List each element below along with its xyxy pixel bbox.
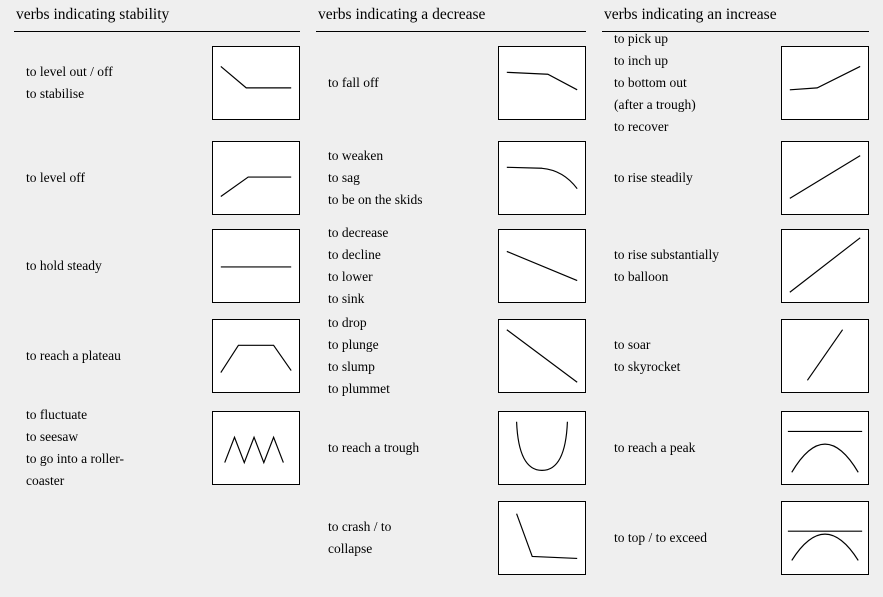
table-row: [316, 222, 586, 310]
verb-item: to recover: [614, 118, 669, 134]
verb-item: to skyrocket: [614, 359, 681, 374]
flat-line-chart: [212, 229, 300, 303]
strong-upward-slope-chart: [781, 229, 869, 303]
column-decrease: [300, 0, 586, 597]
verb-list: [14, 404, 212, 492]
verb-list: [602, 244, 781, 288]
table-row: [316, 133, 586, 222]
column-increase: [586, 0, 869, 597]
verb-item: to sink: [328, 291, 365, 306]
decline-then-flat-chart: [212, 46, 300, 120]
verb-list: [602, 334, 781, 378]
table-row: [316, 494, 586, 582]
flat-then-rise-chart: [781, 46, 869, 120]
flat-then-curve-down-chart: [498, 141, 586, 215]
verb-item: to hold steady: [26, 258, 102, 273]
table-row: [602, 32, 869, 133]
verb-item: to lower: [328, 269, 373, 284]
verb-item: to soar: [614, 337, 651, 352]
verb-item: to reach a peak: [614, 440, 696, 455]
vertical-crash-chart: [498, 501, 586, 575]
table-row: [602, 402, 869, 494]
zigzag-fluctuation-chart: [212, 411, 300, 485]
peak-exceeding-line-chart: [781, 501, 869, 575]
verb-item: to reach a plateau: [26, 348, 121, 363]
verb-item: to fall off: [328, 74, 379, 90]
verb-item: to level out / off: [26, 63, 113, 79]
rows-stability: [14, 32, 300, 494]
column-stability: [14, 0, 300, 597]
verb-item: coaster: [26, 473, 65, 488]
verb-list: [316, 516, 498, 560]
verb-item: to top / to exceed: [614, 530, 707, 545]
rows-increase: [602, 32, 869, 582]
verb-item: to slump: [328, 359, 375, 374]
rise-then-flat-chart: [212, 141, 300, 215]
rise-plateau-fall-chart: [212, 319, 300, 393]
verb-list: [316, 72, 498, 94]
table-row: [14, 310, 300, 402]
table-row: [14, 222, 300, 310]
verb-item: to balloon: [614, 269, 669, 284]
table-row: [14, 32, 300, 133]
verb-item: to plummet: [328, 381, 390, 396]
table-row: [316, 402, 586, 494]
verb-item: to decline: [328, 247, 381, 262]
verb-item: to rise substantially: [614, 247, 719, 262]
u-shaped-trough-chart: [498, 411, 586, 485]
gentle-downward-slope-chart: [498, 229, 586, 303]
verb-list: [602, 527, 781, 549]
verb-list: [14, 167, 212, 189]
verb-item: to sag: [328, 169, 360, 185]
column-header-decrease: verbs indicating a decrease: [316, 0, 586, 32]
verb-item: to inch up: [614, 52, 668, 68]
verb-item: to stabilise: [26, 85, 85, 101]
peak-curve-chart: [781, 411, 869, 485]
verb-item: to level off: [26, 169, 85, 185]
steady-upward-slope-chart: [781, 141, 869, 215]
verb-item: to seesaw: [26, 429, 79, 444]
verb-list: [316, 145, 498, 211]
table-row: [14, 133, 300, 222]
verb-list: [14, 345, 212, 367]
verb-list: [316, 222, 498, 310]
verb-list: [14, 61, 212, 105]
verb-item: to rise steadily: [614, 169, 693, 185]
verb-list: [602, 167, 781, 189]
verb-list: [602, 28, 781, 138]
flat-then-slight-fall-chart: [498, 46, 586, 120]
table-row: [316, 32, 586, 133]
verb-item: (after a trough): [614, 96, 696, 112]
verb-item: to crash / to: [328, 519, 392, 534]
verb-item: to decrease: [328, 225, 389, 240]
verb-item: to reach a trough: [328, 440, 420, 455]
table-row: [14, 402, 300, 494]
column-header-stability: verbs indicating stability: [14, 0, 300, 32]
table-row: [602, 494, 869, 582]
verb-list: [602, 437, 781, 459]
verb-list: [316, 312, 498, 400]
steep-upward-slope-chart: [781, 319, 869, 393]
verb-list: [14, 255, 212, 277]
column-header-increase: verbs indicating an increase: [602, 0, 869, 32]
verb-item: to fluctuate: [26, 407, 88, 422]
verb-item: to go into a roller-: [26, 451, 124, 466]
table-row: [602, 222, 869, 310]
verb-item: to weaken: [328, 147, 384, 163]
verb-item: to bottom out: [614, 74, 687, 90]
verb-item: collapse: [328, 541, 373, 556]
verb-item: to be on the skids: [328, 191, 423, 207]
rows-decrease: [316, 32, 586, 582]
verb-item: to plunge: [328, 337, 379, 352]
steep-downward-slope-chart: [498, 319, 586, 393]
table-row: [602, 133, 869, 222]
table-row: [316, 310, 586, 402]
table-row: [602, 310, 869, 402]
verb-list: [316, 437, 498, 459]
verb-item: to pick up: [614, 30, 668, 46]
columns-container: [14, 0, 869, 597]
verb-item: to drop: [328, 315, 367, 330]
